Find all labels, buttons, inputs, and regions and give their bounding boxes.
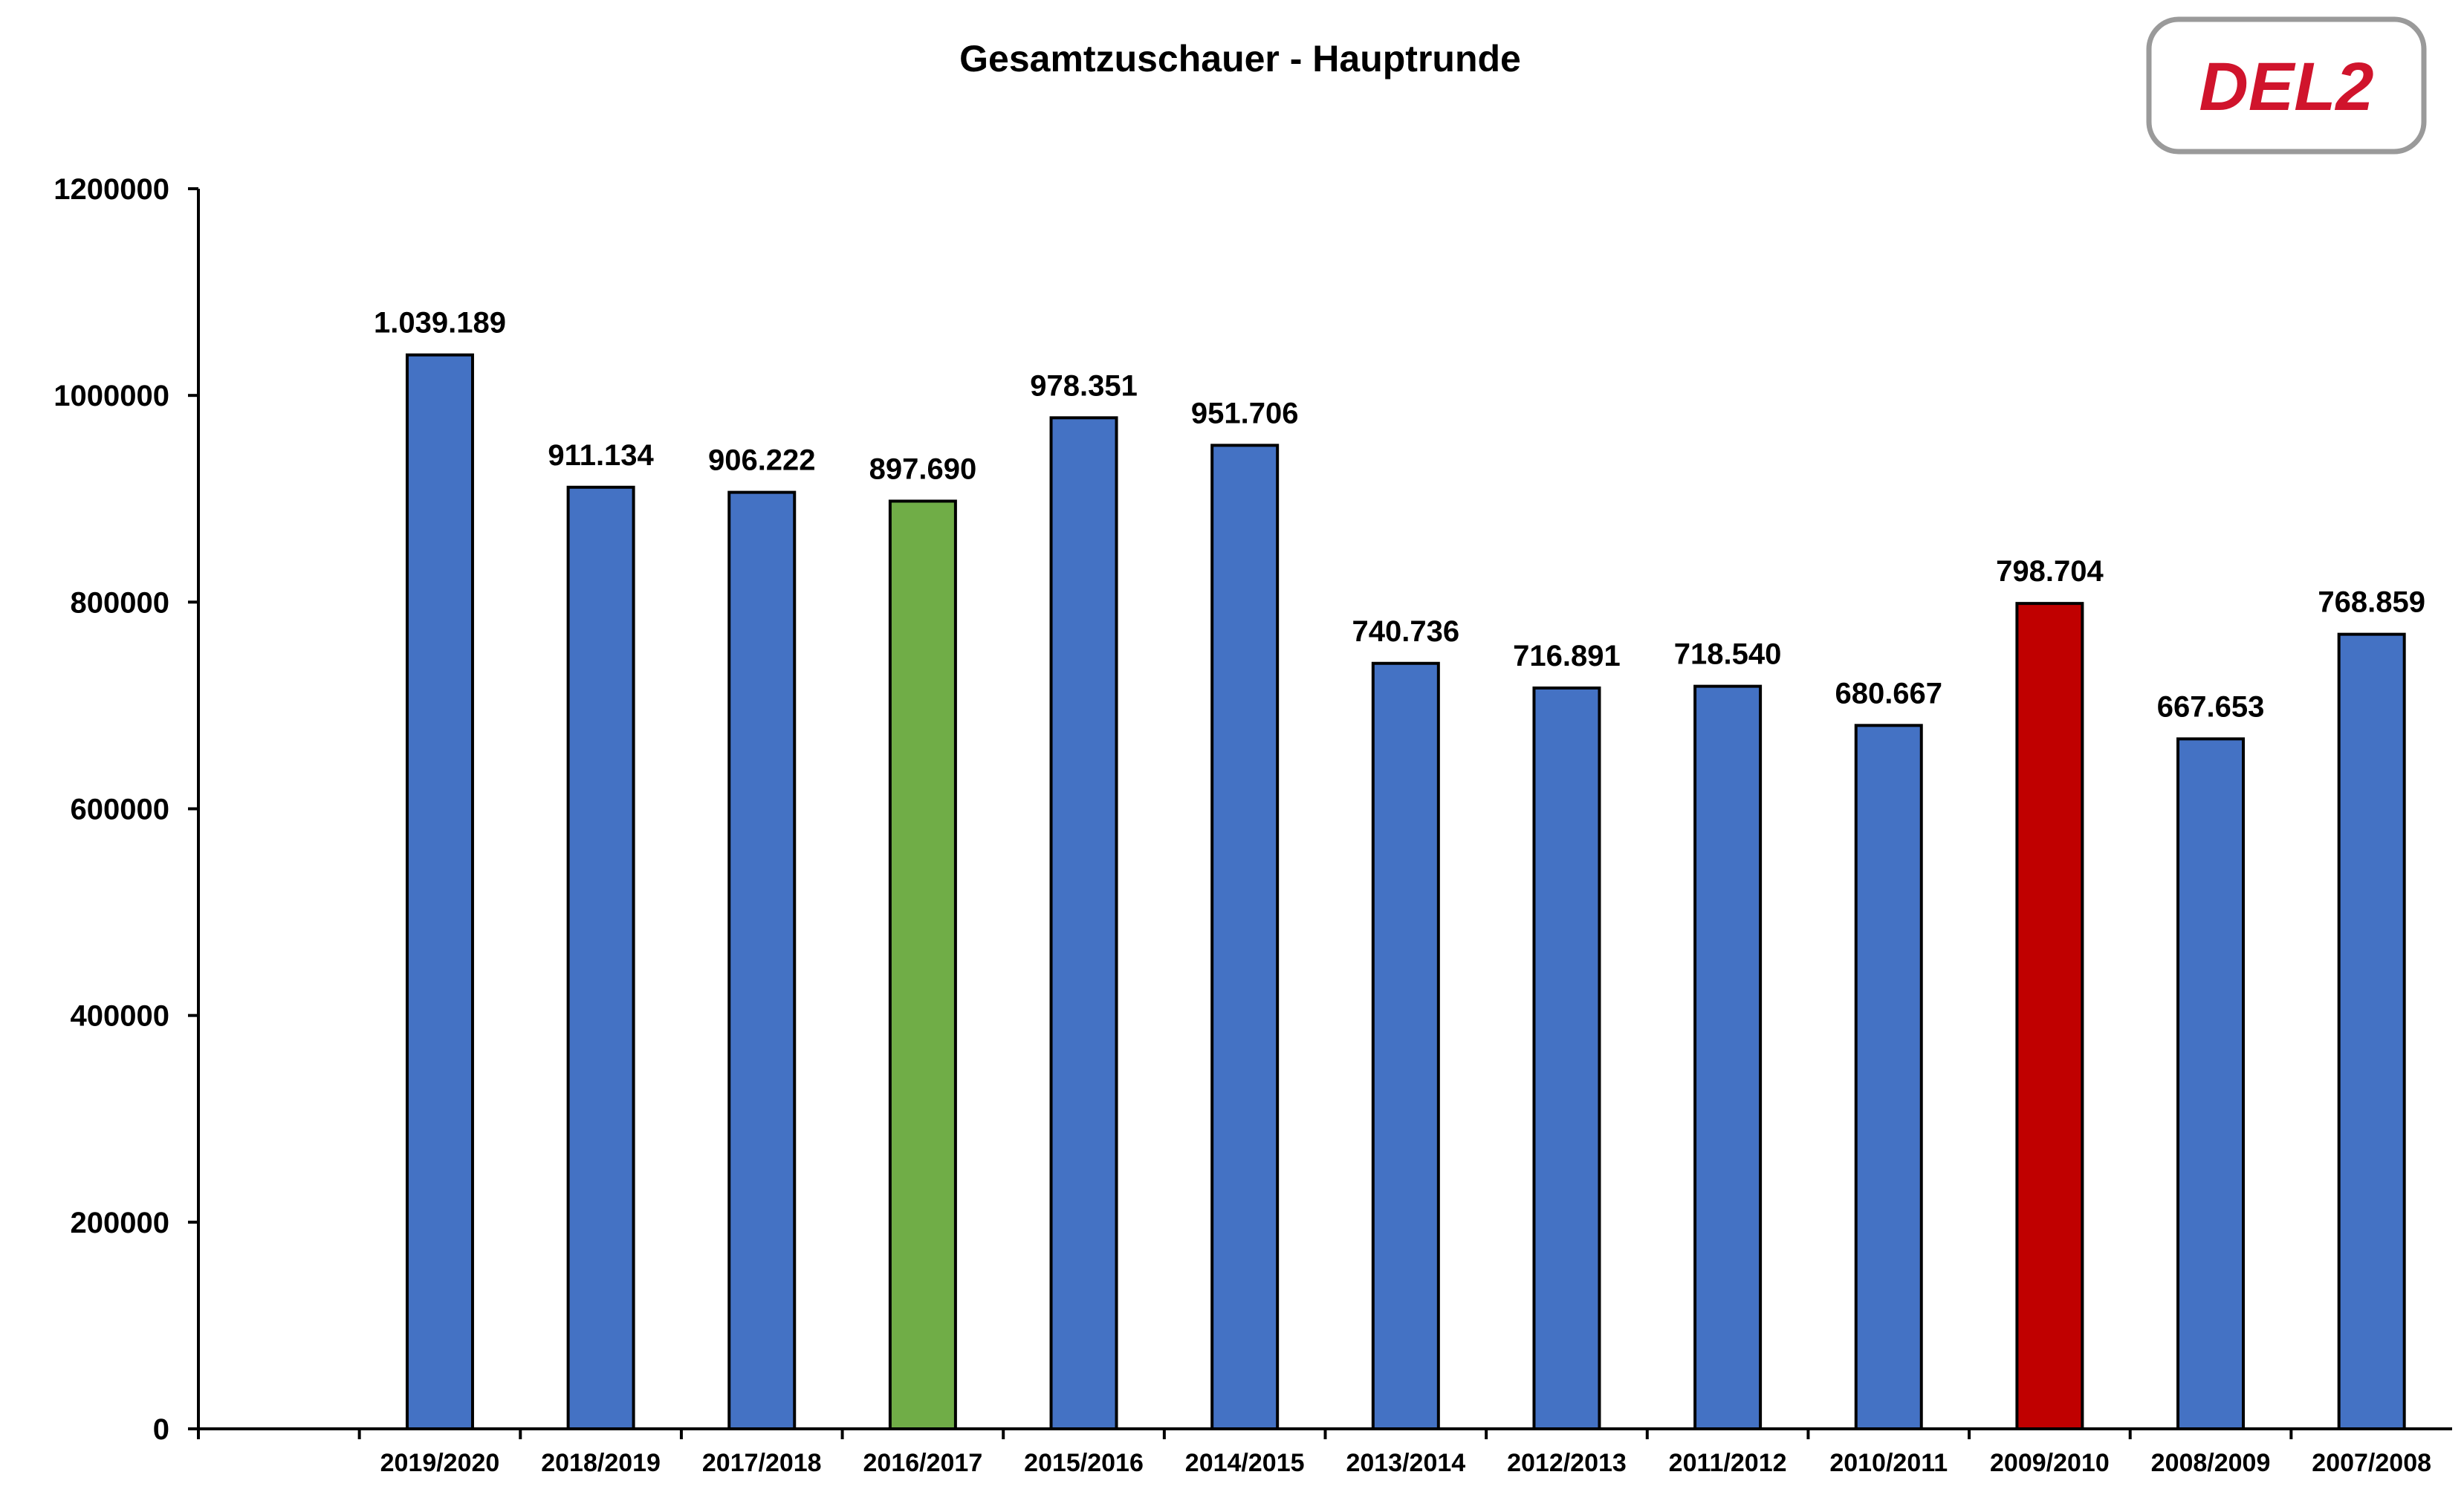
data-label: 978.351 [1030, 369, 1138, 403]
x-tick-label: 2011/2012 [1668, 1449, 1787, 1477]
data-labels [374, 307, 2425, 724]
x-tick-label: 2018/2019 [541, 1449, 661, 1477]
bar-2008-2009 [2178, 739, 2243, 1429]
data-label: 718.540 [1673, 638, 1782, 671]
x-tick-label: 2012/2013 [1507, 1449, 1627, 1477]
x-tick-label: 2010/2011 [1829, 1449, 1948, 1477]
y-axis-ticks [54, 173, 198, 1446]
bar-2019-2020 [407, 355, 473, 1429]
y-tick-label: 200000 [70, 1206, 169, 1239]
axes [188, 189, 2452, 1439]
logo-text: DEL2 [2199, 49, 2374, 125]
bar-2016-2017 [890, 501, 956, 1429]
bars [407, 355, 2405, 1429]
bar-2010-2011 [1856, 725, 1922, 1429]
data-label: 897.690 [869, 453, 977, 486]
bar-2018-2019 [568, 487, 634, 1429]
data-label: 680.667 [1835, 677, 1943, 710]
x-tick-label: 2007/2008 [2312, 1449, 2432, 1477]
x-tick-label: 2016/2017 [863, 1449, 983, 1477]
data-label: 1.039.189 [373, 306, 506, 340]
data-label: 740.736 [1352, 614, 1460, 648]
data-label: 951.706 [1190, 397, 1299, 430]
data-label: 798.704 [1996, 555, 2104, 588]
x-tick-label: 2009/2010 [1990, 1449, 2110, 1477]
bar-2012-2013 [1534, 688, 1599, 1429]
bar-2017-2018 [729, 493, 794, 1429]
bar-2013-2014 [1373, 664, 1439, 1429]
y-tick-label: 600000 [70, 793, 169, 826]
data-label: 768.859 [2318, 586, 2425, 619]
y-tick-label: 0 [152, 1413, 169, 1446]
y-tick-label: 400000 [70, 999, 169, 1033]
y-tick-label: 1000000 [54, 380, 169, 413]
x-tick-label: 2008/2009 [2150, 1449, 2271, 1477]
y-tick-label: 1200000 [54, 173, 169, 206]
bar-2015-2016 [1051, 418, 1117, 1429]
bar-2007-2008 [2339, 635, 2405, 1429]
bar-2011-2012 [1695, 687, 1760, 1429]
y-tick-label: 800000 [70, 586, 169, 620]
data-label: 906.222 [707, 444, 816, 477]
chart-title: Gesamtzuschauer - Hauptrunde [959, 38, 1521, 80]
x-tick-label: 2015/2016 [1024, 1449, 1144, 1477]
x-tick-label: 2019/2020 [380, 1449, 500, 1477]
data-label: 911.134 [548, 438, 654, 472]
x-tick-label: 2017/2018 [701, 1449, 822, 1477]
del2-logo [2149, 19, 2424, 152]
x-tick-label: 2014/2015 [1184, 1449, 1305, 1477]
data-label: 716.891 [1513, 639, 1621, 672]
x-tick-label: 2013/2014 [1346, 1449, 1466, 1477]
x-axis-categories [360, 1429, 2431, 1477]
bar-2014-2015 [1212, 445, 1277, 1429]
data-label: 667.653 [2156, 690, 2265, 724]
bar-2009-2010 [2017, 603, 2082, 1429]
